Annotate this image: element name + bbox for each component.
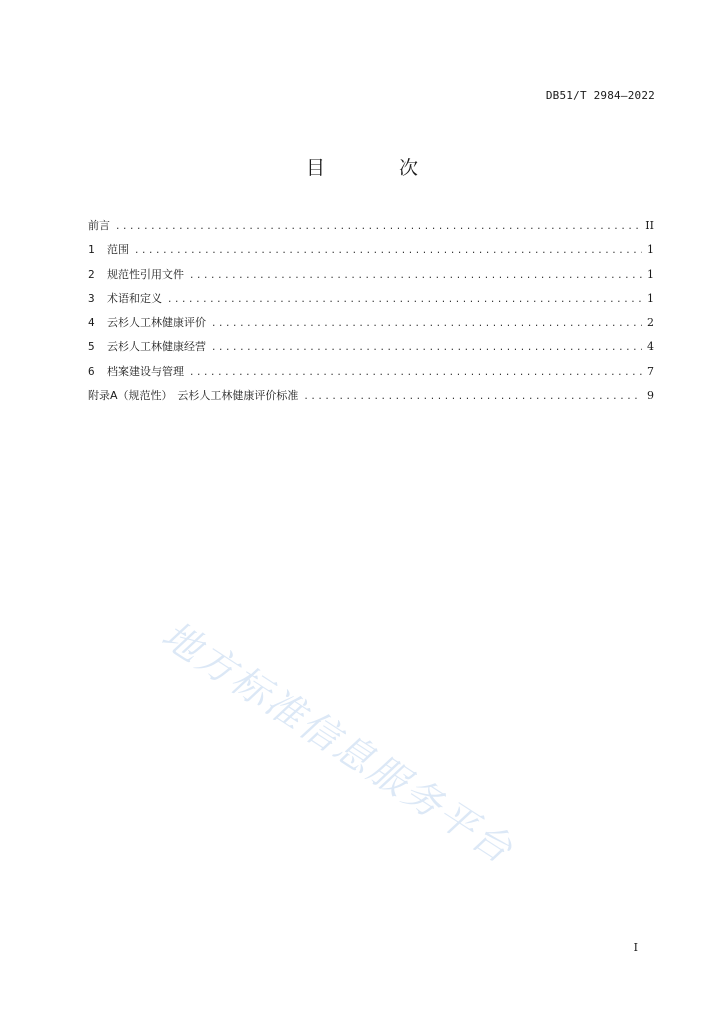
toc-entry-page: 1 (647, 243, 654, 257)
toc-entry-number: 4 (88, 316, 95, 330)
toc-entry-health-evaluation[interactable] (88, 316, 654, 340)
toc-dot-leader (189, 269, 642, 283)
toc-dot-leader (303, 390, 642, 404)
document-code: DB51/T 2984—2022 (545, 89, 655, 102)
toc-entry-page: 7 (647, 364, 654, 378)
toc-dot-leader (115, 220, 640, 234)
toc-entry-label: 档案建设与管理 (107, 364, 184, 378)
table-of-contents (88, 219, 654, 413)
toc-dot-leader (189, 366, 642, 380)
toc-entry-page: II (645, 219, 654, 232)
toc-entry-label: 范围 (107, 243, 129, 257)
toc-dot-leader (134, 244, 642, 258)
toc-entry-page: 4 (647, 340, 654, 354)
toc-entry-appendix-a[interactable] (88, 389, 654, 413)
toc-entry-archive-management[interactable] (88, 365, 654, 389)
toc-entry-number: 6 (88, 364, 95, 378)
toc-entry-label: 云杉人工林健康评价 (107, 316, 206, 330)
toc-entry-label: 规范性引用文件 (107, 267, 184, 281)
toc-entry-label: 前言 (88, 219, 110, 232)
watermark-text: 地方标准信息服务平台 (154, 612, 522, 873)
toc-entry-normative-references[interactable] (88, 268, 654, 292)
toc-dot-leader (211, 317, 642, 331)
toc-entry-page: 1 (647, 267, 654, 281)
toc-entry-number: 5 (88, 340, 95, 354)
toc-entry-page: 1 (647, 291, 654, 305)
toc-entry-number: 1 (88, 243, 95, 257)
toc-entry-label: 术语和定义 (107, 291, 162, 305)
toc-entry-scope[interactable] (88, 243, 654, 267)
toc-entry-label: 云杉人工林健康评价标准 (177, 389, 299, 403)
page-number: I (633, 941, 638, 954)
toc-entry-foreword[interactable] (88, 219, 654, 243)
toc-entry-page: 2 (647, 316, 654, 330)
toc-dot-leader (211, 341, 642, 355)
page-title: 目 次 (305, 157, 453, 179)
toc-entry-label: 云杉人工林健康经营 (107, 340, 206, 354)
appendix-prefix: 附录A（规范性） (88, 389, 173, 403)
toc-dot-leader (167, 293, 642, 307)
toc-entry-terms-definitions[interactable] (88, 292, 654, 316)
toc-entry-page: 9 (647, 389, 654, 403)
toc-entry-number: 2 (88, 267, 95, 281)
toc-entry-health-management[interactable] (88, 340, 654, 364)
toc-entry-number: 3 (88, 291, 95, 305)
